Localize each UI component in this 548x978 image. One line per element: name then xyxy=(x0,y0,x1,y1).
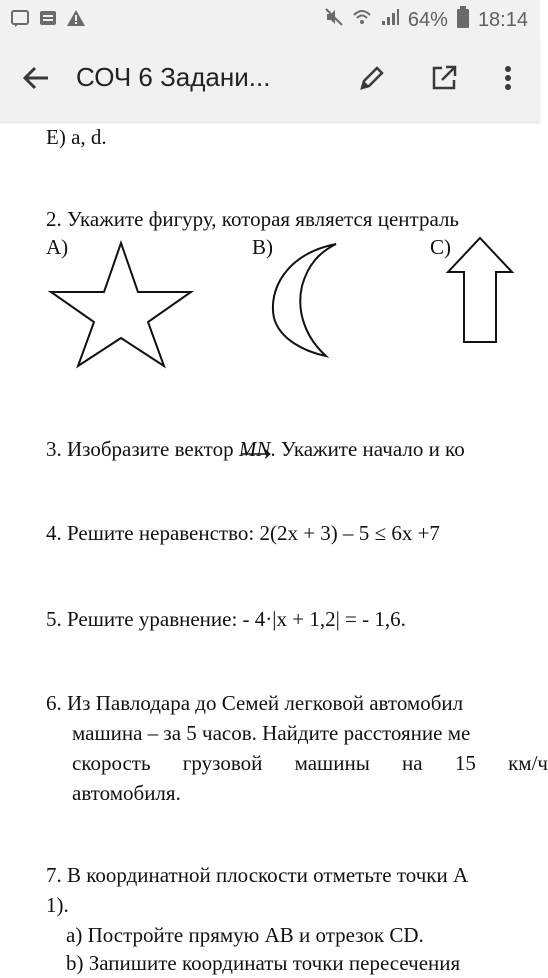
battery-icon xyxy=(456,6,470,34)
star-figure xyxy=(48,240,194,368)
question-4: 4. Решите неравенство: 2(2x + 3) – 5 ≤ 6x +7 xyxy=(46,521,440,545)
crescent-figure xyxy=(266,240,346,360)
message-icon xyxy=(10,8,30,33)
gallery-icon xyxy=(38,8,58,33)
document-title: СОЧ 6 Задани... xyxy=(76,62,271,92)
question-6-line-4: автомобиля. xyxy=(72,781,181,805)
mute-icon xyxy=(324,7,344,33)
notification-icons xyxy=(10,8,86,33)
question-3 xyxy=(46,434,465,464)
vector-arrow xyxy=(241,436,271,444)
status-bar xyxy=(0,0,540,38)
pencil-icon xyxy=(358,64,386,97)
back-arrow-icon xyxy=(22,64,50,97)
open-external-button[interactable] xyxy=(424,60,464,100)
more-options-button[interactable] xyxy=(488,60,528,100)
document-page[interactable] xyxy=(0,122,548,975)
back-button[interactable] xyxy=(16,60,56,100)
vector-label: MN xyxy=(238,437,271,461)
system-icons xyxy=(324,6,528,34)
option-b-label: B) xyxy=(252,235,273,259)
warning-icon xyxy=(66,8,86,33)
question-7-line-2: 1). xyxy=(46,893,69,917)
vector-mn xyxy=(239,434,271,464)
question-6-line-2: машина – за 5 часов. Найдите расстояние ме xyxy=(72,721,471,745)
option-c-label: C) xyxy=(430,235,451,259)
clock: 18:14 xyxy=(477,8,528,31)
arrow-up-figure xyxy=(444,234,516,346)
question-7-sub-b: b) Запишите координаты точки пересечения xyxy=(66,951,461,975)
question-7-line-1: 7. В координатной плоскости отметьте точки А xyxy=(46,863,469,887)
question-3-suffix: . Укажите начало и ко xyxy=(270,437,465,461)
question-2: 2. Укажите фигуру, которая является централь xyxy=(46,207,460,231)
signal-icon xyxy=(380,7,400,33)
question-6-line-3: скорость грузовой машины на 15 км/ч xyxy=(72,751,548,775)
battery-percent: 64% xyxy=(407,8,448,31)
option-a-label: A) xyxy=(46,235,69,259)
question-7-sub-a: а) Постройте прямую AB и отрезок CD. xyxy=(66,923,424,947)
question-5: 5. Решите уравнение: - 4·|x + 1,2| = - 1,6. xyxy=(46,607,406,631)
edit-button[interactable] xyxy=(352,60,392,100)
question-3-prefix: 3. Изобразите вектор xyxy=(46,437,239,461)
question-6-line-1: 6. Из Павлодара до Семей легковой автомобил xyxy=(46,691,464,715)
open-in-new-icon xyxy=(430,64,458,97)
previous-answer: E) a, d. xyxy=(46,125,107,149)
more-vert-icon xyxy=(504,65,512,96)
wifi-icon xyxy=(352,7,372,33)
app-bar xyxy=(0,38,540,122)
